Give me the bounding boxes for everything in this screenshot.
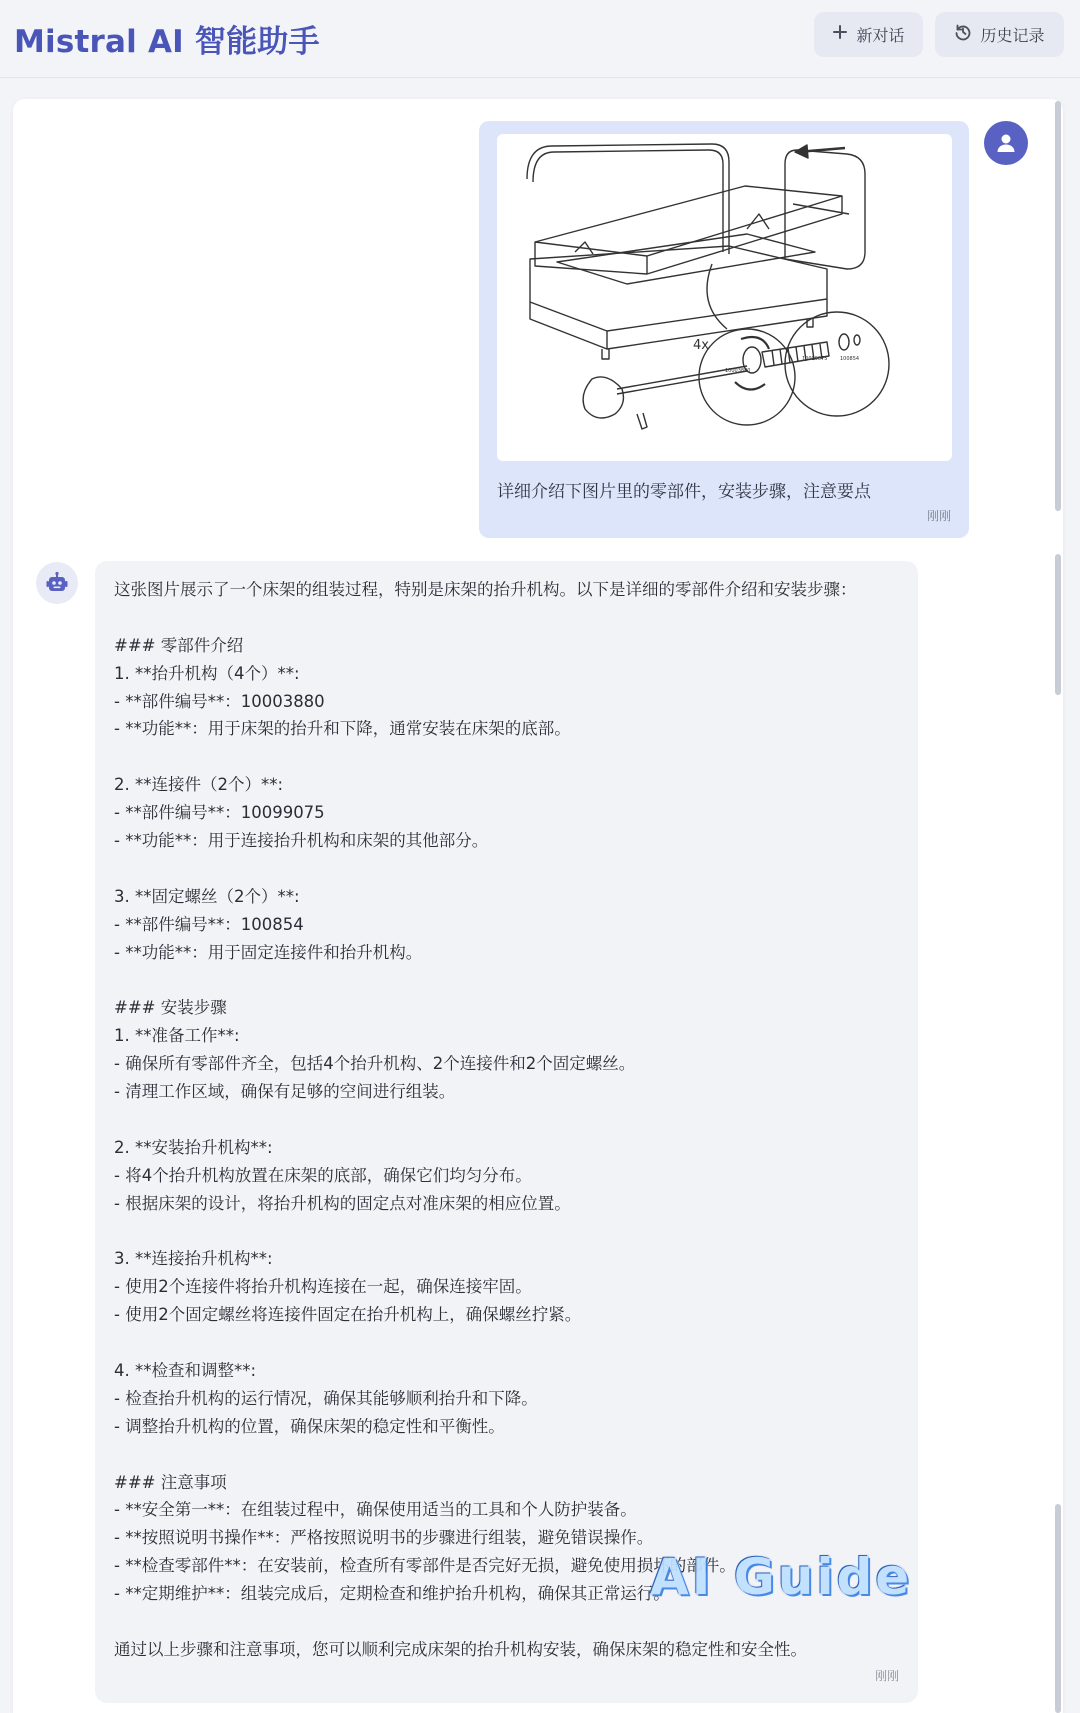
scrollbar-thumb-inner[interactable] bbox=[1055, 554, 1061, 695]
history-button[interactable] bbox=[935, 12, 1064, 57]
bed-frame-diagram bbox=[497, 134, 952, 461]
user-message-time: 刚刚 bbox=[926, 509, 951, 523]
blank-line bbox=[114, 604, 904, 632]
message-line: - **部件编号**：10003880 bbox=[114, 691, 325, 711]
robot-icon bbox=[45, 571, 69, 595]
message-line: - 检查抬升机构的运行情况，确保其能够顺利抬升和下降。 bbox=[114, 1388, 538, 1408]
blank-line bbox=[114, 966, 904, 994]
blank-line bbox=[114, 1441, 904, 1469]
message-line: - **按照说明书操作**：严格按照说明书的步骤进行组装，避免错误操作。 bbox=[114, 1528, 654, 1548]
part-number-label-3: 100854 bbox=[840, 356, 860, 362]
message-line: - 将4个抬升机构放置在床架的底部，确保它们均匀分布。 bbox=[114, 1165, 532, 1185]
message-line: - **定期维护**：组装完成后，定期检查和维护抬升机构，确保其正常运行。 bbox=[114, 1584, 670, 1604]
message-line: 4. **检查和调整**: bbox=[114, 1360, 257, 1380]
message-line: 3. **连接抬升机构**: bbox=[114, 1249, 273, 1269]
message-line: - 根据床架的设计，将抬升机构的固定点对准床架的相应位置。 bbox=[114, 1193, 571, 1213]
user-icon bbox=[994, 131, 1018, 155]
watermark: AI Guide bbox=[650, 1548, 913, 1606]
message-line: - **功能**：用于固定连接件和抬升机构。 bbox=[114, 942, 423, 962]
scrollbar-thumb[interactable] bbox=[1055, 101, 1061, 511]
message-line: ### 零部件介绍 bbox=[114, 635, 244, 655]
blank-line bbox=[114, 1608, 904, 1636]
blank-line bbox=[114, 1217, 904, 1245]
new-chat-label: 新对话 bbox=[856, 26, 905, 45]
message-line: - **检查零部件**：在安装前，检查所有零部件是否完好无损，避免使用损坏的部件。 bbox=[114, 1556, 736, 1576]
user-message bbox=[479, 121, 969, 538]
message-line: - 确保所有零部件齐全，包括4个抬升机构、2个连接件和2个固定螺丝。 bbox=[114, 1054, 636, 1074]
assistant-message-body bbox=[114, 576, 904, 1664]
assistant-message bbox=[95, 561, 918, 1703]
message-line: - **功能**：用于连接抬升机构和床架的其他部分。 bbox=[114, 831, 489, 851]
history-icon bbox=[954, 23, 972, 46]
message-line: 3. **固定螺丝（2个）**: bbox=[114, 886, 300, 906]
message-line: - **功能**：用于床架的抬升和下降，通常安装在床架的底部。 bbox=[114, 719, 571, 739]
user-avatar bbox=[984, 121, 1028, 165]
plus-icon bbox=[832, 24, 848, 45]
message-line: - **部件编号**：10099075 bbox=[114, 803, 325, 823]
message-line: 1. **准备工作**: bbox=[114, 1026, 240, 1046]
message-line: ### 安装步骤 bbox=[114, 998, 227, 1018]
part-number-label-1: 10003880 bbox=[725, 368, 751, 374]
message-line: - **安全第一**：在组装过程中，确保使用适当的工具和个人防护装备。 bbox=[114, 1500, 637, 1520]
blank-line bbox=[114, 855, 904, 883]
message-line: 这张图片展示了一个床架的组装过程，特别是床架的抬升机构。以下是详细的零部件介绍和安装步骤： bbox=[114, 580, 857, 599]
app-title: Mistral AI 智能助手 bbox=[14, 24, 320, 60]
part-number-label-2: 10099075 bbox=[802, 356, 828, 362]
blank-line bbox=[114, 1329, 904, 1357]
message-line: - 使用2个连接件将抬升机构连接在一起，确保连接牢固。 bbox=[114, 1277, 532, 1297]
message-line: 通过以上步骤和注意事项，您可以顺利完成床架的抬升机构安装，确保床架的稳定性和安全性。 bbox=[114, 1639, 807, 1659]
blank-line bbox=[114, 1106, 904, 1134]
assistant-avatar bbox=[36, 562, 78, 604]
message-line: - **部件编号**：100854 bbox=[114, 914, 304, 934]
message-line: - 清理工作区域，确保有足够的空间进行组装。 bbox=[114, 1082, 456, 1102]
message-line: 2. **连接件（2个）**: bbox=[114, 775, 284, 795]
app-header bbox=[0, 0, 1080, 78]
scrollbar[interactable] bbox=[1052, 99, 1062, 1713]
message-line: 2. **安装抬升机构**: bbox=[114, 1137, 273, 1157]
count-label: 4x bbox=[693, 338, 709, 353]
message-line: 1. **抬升机构（4个）**: bbox=[114, 663, 300, 683]
history-label: 历史记录 bbox=[980, 26, 1045, 45]
assistant-message-time: 刚刚 bbox=[875, 1669, 900, 1683]
assembly-diagram-image[interactable] bbox=[497, 134, 952, 461]
message-line: ### 注意事项 bbox=[114, 1472, 227, 1492]
user-message-text: 详细介绍下图片里的零部件，安装步骤，注意要点 bbox=[497, 482, 871, 502]
message-line: - 调整抬升机构的位置，确保床架的稳定性和平衡性。 bbox=[114, 1416, 505, 1436]
scrollbar-thumb-lower[interactable] bbox=[1055, 1504, 1061, 1713]
blank-line bbox=[114, 743, 904, 771]
message-line: - 使用2个固定螺丝将连接件固定在抬升机构上，确保螺丝拧紧。 bbox=[114, 1305, 582, 1325]
new-chat-button[interactable] bbox=[814, 12, 923, 57]
